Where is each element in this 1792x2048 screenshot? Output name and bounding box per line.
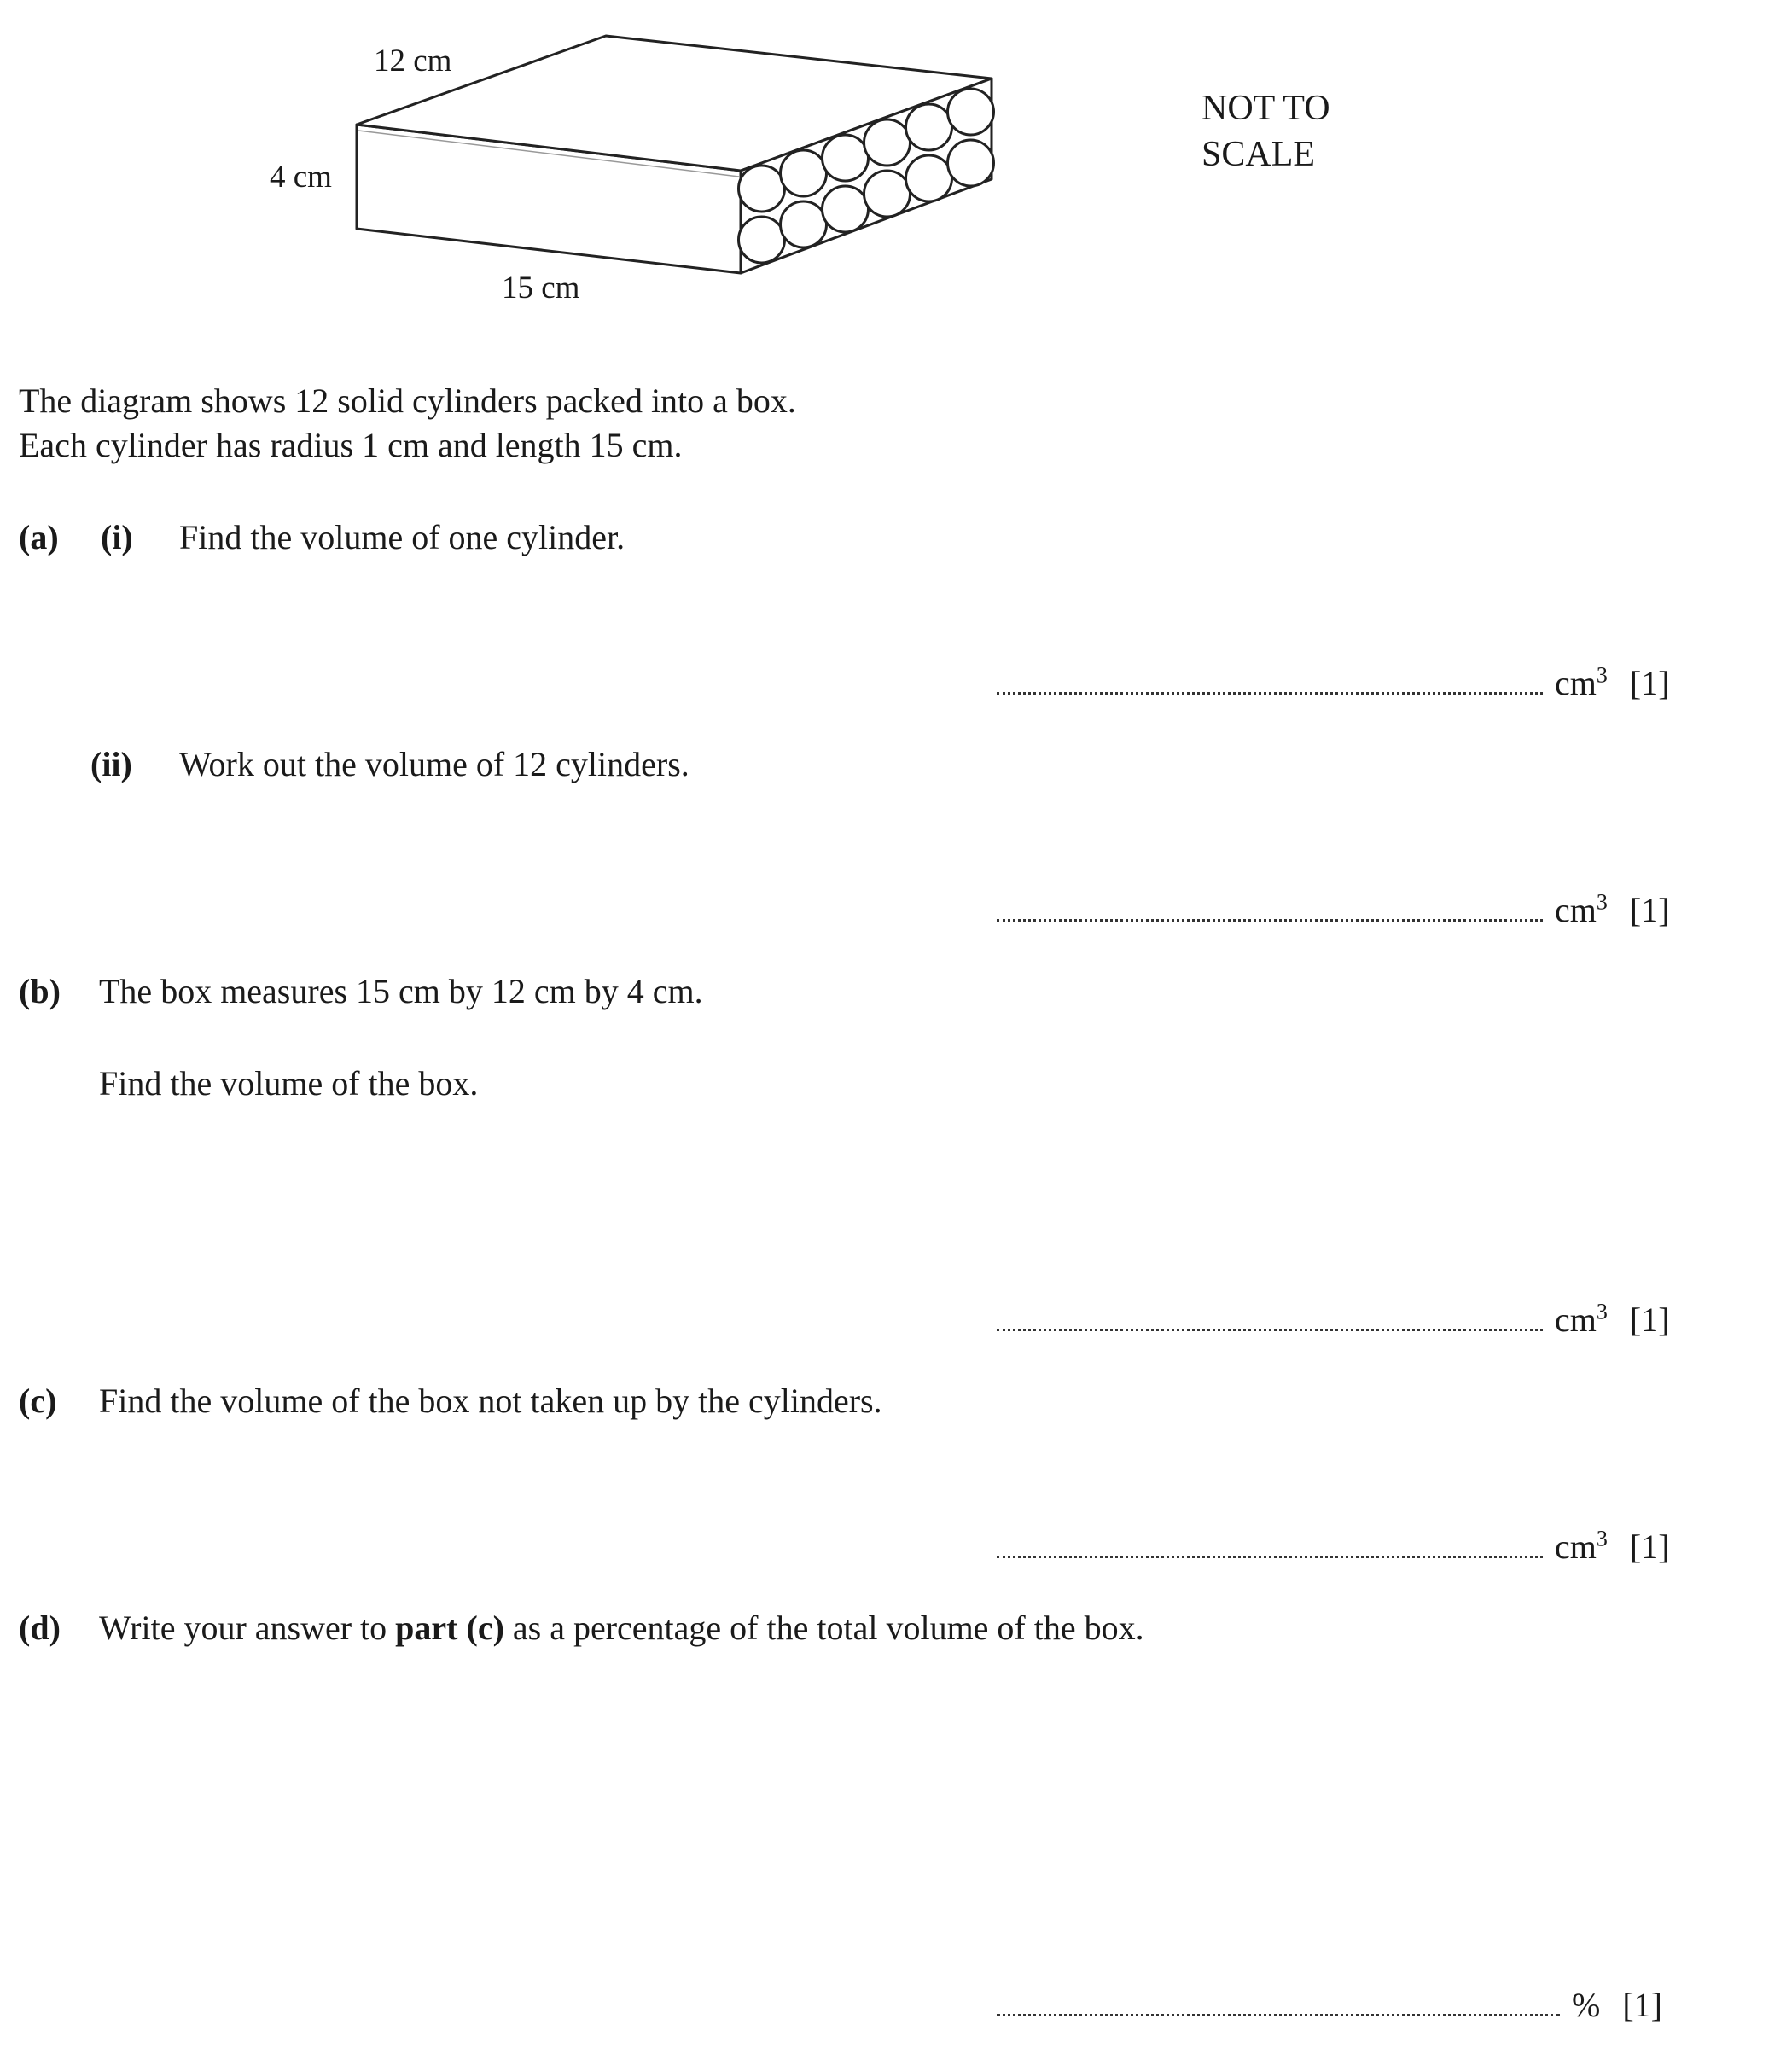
answer-a-i-unit: $cm^3$ (1555, 663, 1608, 703)
answer-a-i-marks: [1] (1629, 664, 1670, 703)
question-c-text: Find the volume of the box not taken up by the cylinders. (99, 1382, 882, 1420)
answer-a-i (997, 655, 1670, 704)
intro-line2: Each cylinder has radius 1 cm and length 15 cm. (19, 426, 683, 464)
not-to-scale-note (1201, 85, 1330, 177)
not-to-scale-line2: SCALE (1201, 135, 1316, 174)
question-b-text: The box measures 15 cm by 12 cm by 4 cm. (99, 972, 703, 1010)
answer-d-field[interactable] (997, 1992, 1560, 2016)
question-d-text (99, 1608, 1144, 1649)
label-4cm: 4 cm (270, 160, 332, 195)
cylinder-end (781, 201, 827, 247)
answer-a-ii-marks: [1] (1629, 891, 1670, 930)
answer-a-ii-unit: $cm^3$ (1555, 890, 1608, 930)
answer-d-unit: % (1572, 1986, 1601, 2024)
answer-b-field[interactable] (997, 1306, 1543, 1331)
question-d-text-after: as a percentage of the total volume of the box. (503, 1609, 1144, 1647)
answer-d-marks: [1] (1622, 1986, 1662, 2024)
cylinder-end (864, 119, 911, 166)
cylinder-end (823, 186, 869, 232)
answer-b-unit: $cm^3$ (1555, 1300, 1608, 1340)
label-12cm: 12 cm (374, 44, 452, 79)
cylinder-end (864, 171, 911, 217)
answer-c-marks: [1] (1629, 1527, 1670, 1567)
cylinder-end (906, 104, 952, 150)
label-15cm: 15 cm (502, 271, 580, 305)
question-a-i-text: Find the volume of one cylinder. (179, 518, 625, 556)
answer-c-field[interactable] (997, 1533, 1543, 1558)
answer-b-marks: [1] (1629, 1300, 1670, 1340)
question-a-ii-label: (ii) (90, 745, 132, 783)
question-b-label: (b) (19, 972, 61, 1010)
cylinder-end (739, 166, 785, 212)
answer-b (997, 1292, 1670, 1341)
cylinder-end (739, 217, 785, 263)
answer-a-ii (997, 882, 1670, 931)
cylinder-end (906, 155, 952, 201)
question-a-ii-text: Work out the volume of 12 cylinders. (179, 745, 689, 783)
cylinder-end (948, 140, 994, 186)
cylinder-end (823, 135, 869, 181)
answer-d (997, 1985, 1662, 2026)
box-diagram (0, 0, 1792, 358)
question-d-text-before: Write your answer to (99, 1609, 396, 1647)
answer-a-i-field[interactable] (997, 670, 1543, 695)
answer-c-unit: $cm^3$ (1555, 1527, 1608, 1567)
answer-c (997, 1519, 1670, 1568)
cylinder-end (781, 150, 827, 196)
intro-line1: The diagram shows 12 solid cylinders packed into a box. (19, 381, 796, 420)
question-c-label: (c) (19, 1382, 57, 1420)
question-a-label: (a) (19, 518, 59, 556)
question-d-text-bold: part (c) (395, 1609, 504, 1647)
question-b-instruction: Find the volume of the box. (99, 1064, 479, 1103)
answer-a-ii-field[interactable] (997, 897, 1543, 922)
not-to-scale-line1: NOT TO (1201, 89, 1330, 128)
question-a-i-label: (i) (101, 518, 133, 556)
question-d-label: (d) (19, 1609, 61, 1647)
cylinder-end (948, 89, 994, 135)
